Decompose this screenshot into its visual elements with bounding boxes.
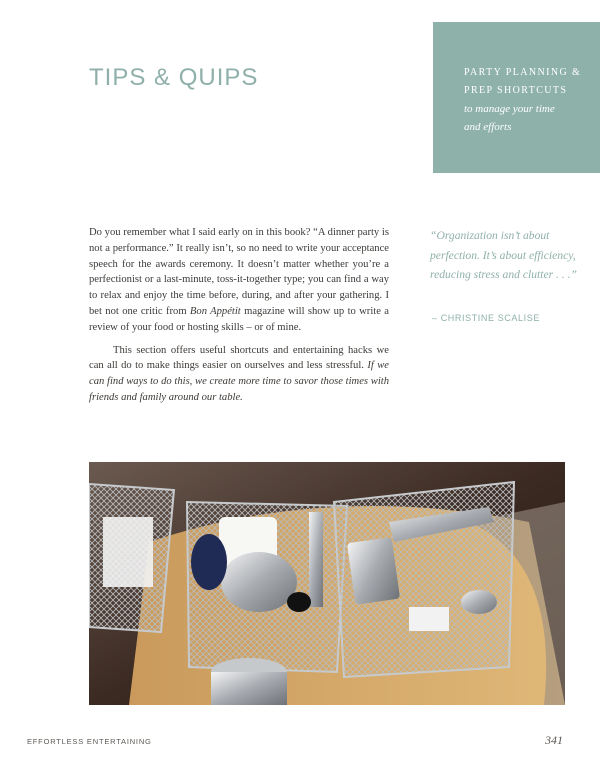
- pull-quote-attribution: – CHRISTINE SCALISE: [432, 313, 540, 323]
- paragraph-2: [89, 343, 389, 406]
- photo-organizer-baskets: [89, 462, 565, 705]
- paragraph-1-start: Do you remember what I said early on in this book? “A dinner party is not a performance.” It really isn’t, so no need to write your acceptance speech for the awards ceremony. It doesn’t matter whether you’re a perfectionist or a last-minute, toss-it-together type; you can find a way to relax and enjoy the time before, during, and after your gathering. I bet not one critic from: [89, 227, 389, 317]
- section-title: TIPS & QUIPS: [89, 64, 259, 91]
- paragraph-2-italic: If we can find ways to do this, we create more time to savor those times with friends and family around our table.: [89, 360, 389, 403]
- page-number: 341: [545, 733, 563, 747]
- body-text: [89, 225, 389, 406]
- running-footer: EFFORTLESS ENTERTAINING: [27, 737, 152, 746]
- paragraph-2-start: This section offers useful shortcuts and entertaining hacks we can all do to make things easier on ourselves and less stressful.: [89, 344, 389, 372]
- callout-box: [433, 22, 600, 173]
- magazine-name: Bon Appétit: [189, 305, 241, 317]
- photo-illustration: [89, 462, 565, 705]
- paragraph-1-end: magazine will show up to write a review of your food or hosting skills – or of mine.: [89, 305, 389, 333]
- pull-quote: “Organization isn’t about perfection. It’s about efficiency, reducing stress and clutter . . .”: [430, 229, 577, 281]
- callout-heading-line-1: PARTY PLANNING &: [464, 67, 582, 78]
- callout-subtitle-line-2: and efforts: [464, 121, 512, 133]
- paragraph-1: [89, 225, 389, 336]
- callout-subtitle-line-1: to manage your time: [464, 103, 555, 115]
- callout-heading-line-2: PREP SHORTCUTS: [464, 85, 568, 96]
